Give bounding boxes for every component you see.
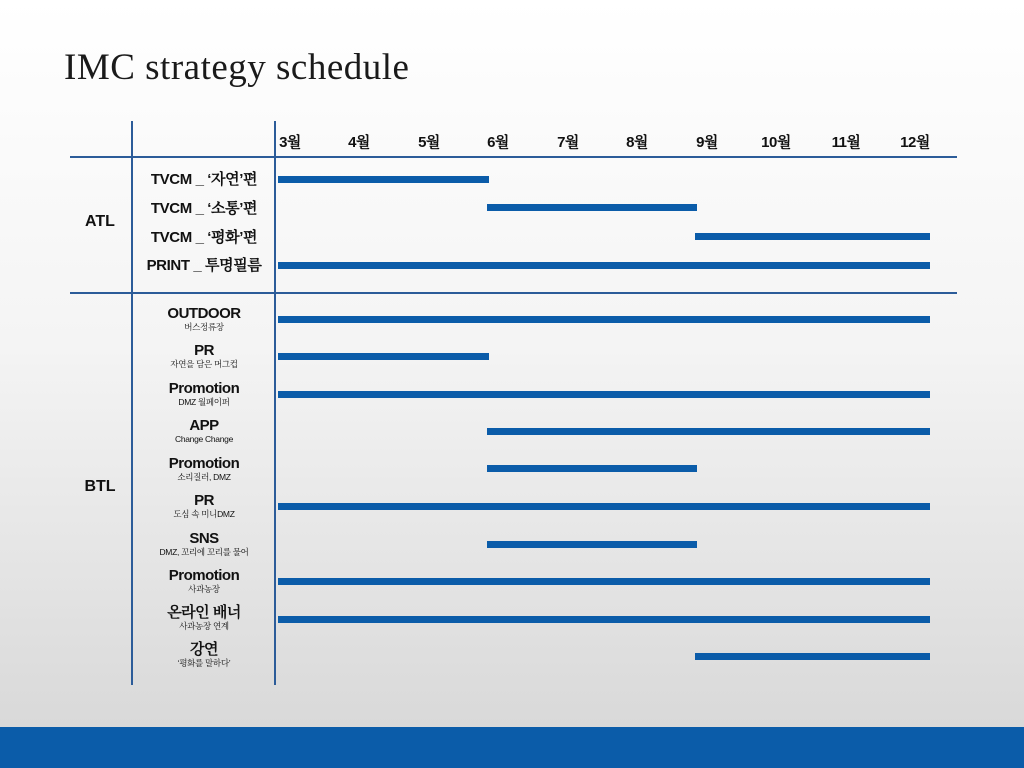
group-label-atl: ATL: [85, 213, 115, 230]
btl-row-label: [134, 306, 274, 332]
btl-row-label: [134, 642, 274, 668]
btl-row-title: OUTDOOR: [167, 305, 241, 322]
vertical-divider-left: [131, 121, 133, 685]
atl-schedule-bar: [695, 233, 930, 240]
atl-row-label: [134, 172, 274, 188]
vertical-divider-timeline: [274, 121, 276, 685]
atl-schedule-bar: [278, 262, 489, 269]
month-header: 3월: [279, 134, 301, 151]
atl-schedule-bar: [487, 204, 697, 211]
btl-row-title: PR: [194, 492, 214, 509]
atl-row-title: TVCM _ ‘자연’편: [150, 171, 258, 188]
btl-row-subtitle: 소리질러, DMZ: [177, 472, 231, 482]
btl-row-subtitle: ‘평화를 말하다’: [177, 658, 231, 668]
btl-row-subtitle: 사과농장 연계: [179, 621, 229, 631]
btl-row-subtitle: 도심 속 미니DMZ: [173, 509, 235, 519]
btl-row-title: 온라인 배너: [167, 604, 241, 621]
atl-row-label: [134, 258, 274, 274]
btl-row-label: [134, 605, 274, 631]
atl-row-label: [134, 230, 274, 246]
btl-schedule-bar: [278, 316, 930, 323]
month-header: 4월: [348, 134, 370, 151]
atl-schedule-bar: [487, 262, 697, 269]
btl-row-label: [134, 418, 274, 444]
header-divider: [70, 156, 957, 158]
btl-row-label: [134, 343, 274, 369]
month-header: 6월: [487, 134, 509, 151]
btl-row-title: APP: [189, 417, 219, 434]
group-divider: [70, 292, 957, 294]
btl-row-title: Promotion: [168, 567, 240, 584]
btl-row-subtitle: Change Change: [174, 434, 233, 444]
btl-row-title: 강연: [190, 641, 218, 658]
group-label-btl: BTL: [84, 478, 116, 495]
atl-schedule-bar: [695, 262, 930, 269]
btl-schedule-bar: [487, 465, 697, 472]
btl-row-label: [134, 493, 274, 519]
btl-row-title: SNS: [189, 530, 219, 547]
atl-row-title: PRINT _ 투명필름: [146, 257, 262, 274]
atl-row-title: TVCM _ ‘소통’편: [150, 200, 258, 217]
month-header: 12월: [900, 134, 930, 151]
btl-schedule-bar: [278, 391, 930, 398]
btl-schedule-bar: [487, 541, 697, 548]
btl-row-title: PR: [194, 342, 214, 359]
month-header: 5월: [418, 134, 440, 151]
atl-schedule-bar: [278, 176, 489, 183]
slide-title: IMC strategy schedule: [64, 47, 410, 88]
btl-row-title: Promotion: [168, 455, 240, 472]
btl-schedule-bar: [278, 616, 930, 623]
btl-row-subtitle: 사과농장: [188, 584, 220, 594]
btl-schedule-bar: [278, 353, 489, 360]
btl-schedule-bar: [278, 578, 930, 585]
btl-schedule-bar: [278, 503, 930, 510]
btl-row-subtitle: DMZ 월페이퍼: [178, 397, 230, 407]
atl-row-label: [134, 201, 274, 217]
btl-schedule-bar: [487, 428, 930, 435]
btl-row-label: [134, 531, 274, 557]
month-header: 7월: [557, 134, 579, 151]
month-header: 9월: [696, 134, 718, 151]
month-header: 11월: [831, 134, 861, 151]
btl-schedule-bar: [695, 653, 930, 660]
btl-row-title: Promotion: [168, 380, 240, 397]
btl-row-label: [134, 456, 274, 482]
month-header: 8월: [626, 134, 648, 151]
btl-row-subtitle: DMZ, 꼬리에 꼬리를 물어: [159, 547, 249, 557]
btl-row-label: [134, 381, 274, 407]
footer-band: [0, 727, 1024, 768]
month-header: 10월: [761, 134, 791, 151]
btl-row-subtitle: 자연을 담은 머그컵: [170, 359, 238, 369]
atl-row-title: TVCM _ ‘평화’편: [150, 229, 258, 246]
btl-row-subtitle: 버스정류장: [184, 322, 224, 332]
btl-row-label: [134, 568, 274, 594]
